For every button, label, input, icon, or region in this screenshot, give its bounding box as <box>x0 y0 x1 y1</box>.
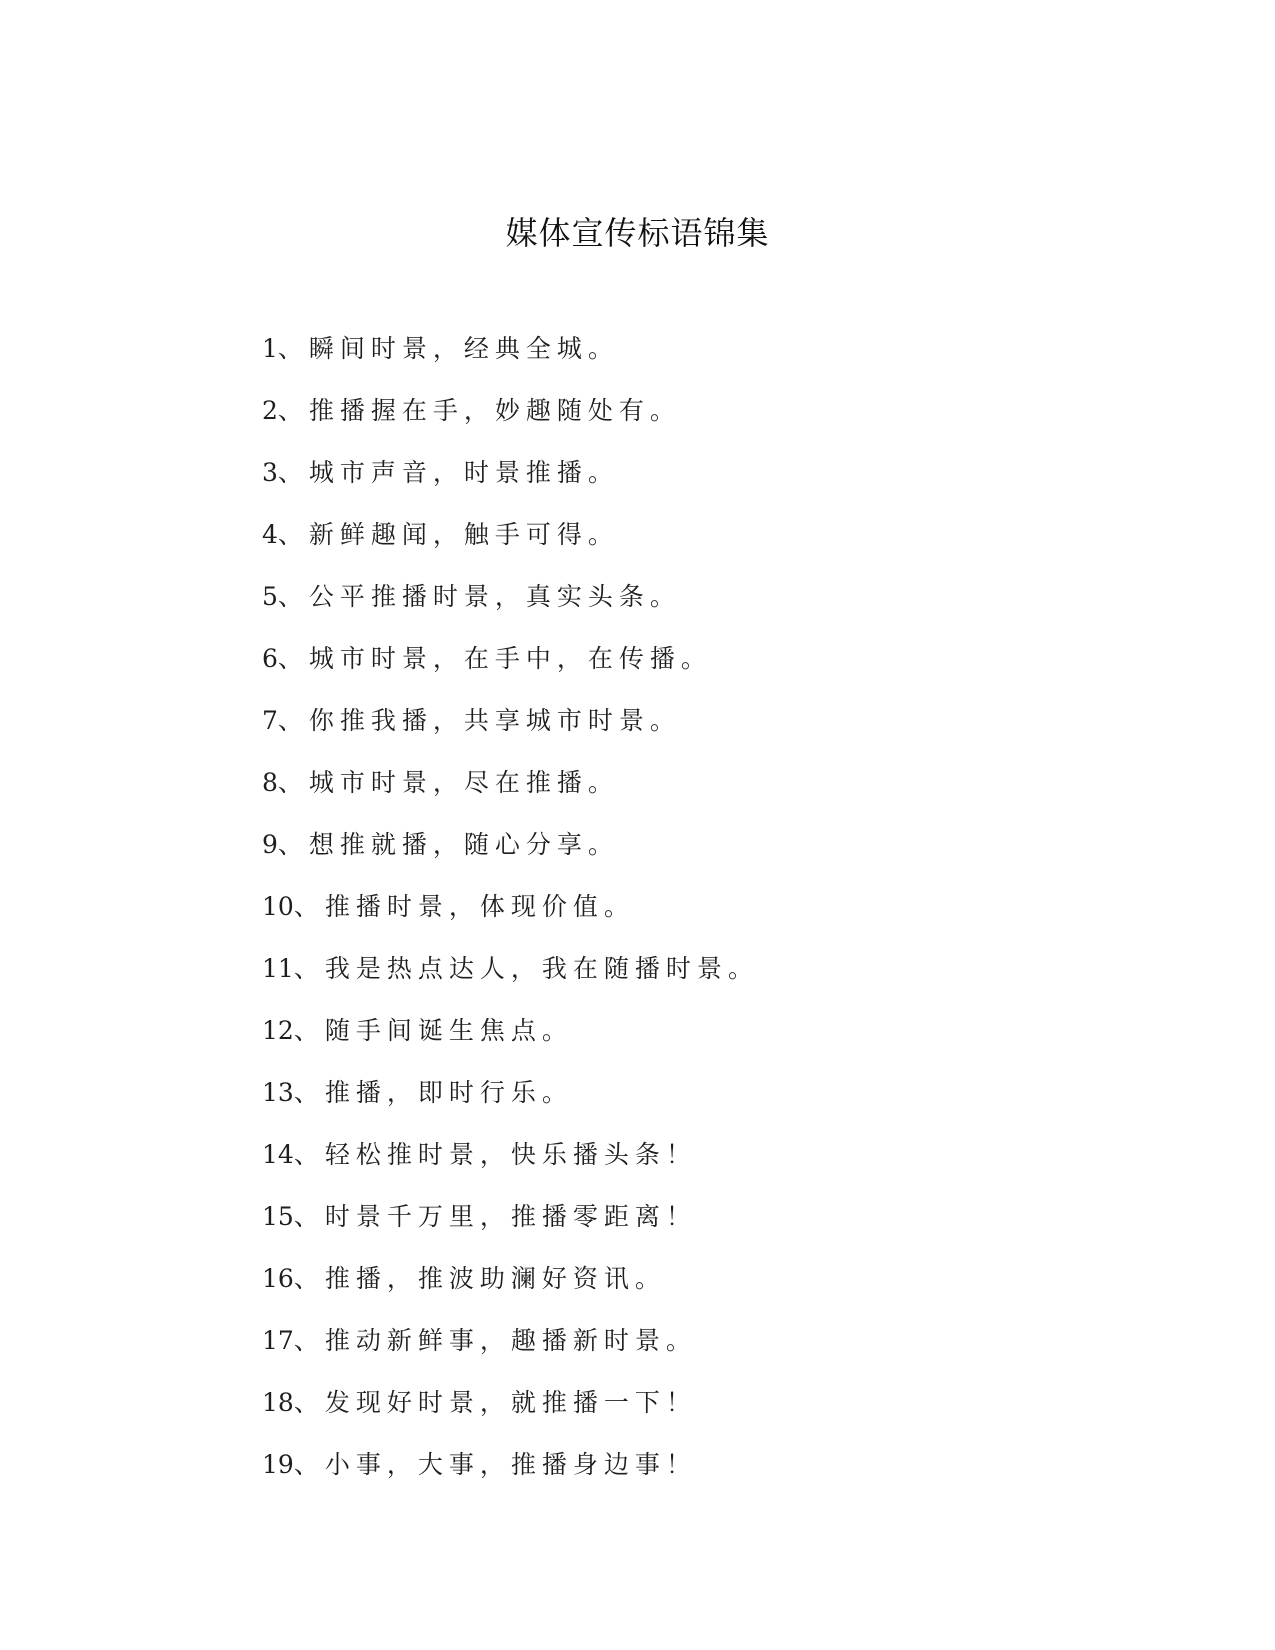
item-number: 1 <box>262 334 278 363</box>
list-item <box>262 578 759 616</box>
item-text: 、你推我播，共享城市时景。 <box>277 706 681 735</box>
item-number: 12 <box>262 1016 294 1045</box>
list-item <box>262 1446 759 1484</box>
slogan-list <box>262 330 759 1508</box>
item-text: 、时景千万里，推播零距离！ <box>293 1202 697 1231</box>
list-item <box>262 330 759 368</box>
item-number: 15 <box>262 1202 294 1231</box>
item-number: 17 <box>262 1326 294 1355</box>
item-text: 、推播握在手，妙趣随处有。 <box>277 396 681 425</box>
item-number: 3 <box>262 458 278 487</box>
list-item <box>262 1260 759 1298</box>
item-text: 、发现好时景，就推播一下！ <box>293 1388 697 1417</box>
item-number: 14 <box>262 1140 294 1169</box>
item-number: 19 <box>262 1450 294 1479</box>
item-text: 、新鲜趣闻，触手可得。 <box>277 520 619 549</box>
item-text: 、小事，大事，推播身边事！ <box>293 1450 697 1479</box>
list-item <box>262 826 759 864</box>
item-text: 、随手间诞生焦点。 <box>293 1016 573 1045</box>
list-item <box>262 950 759 988</box>
item-number: 13 <box>262 1078 294 1107</box>
item-number: 10 <box>262 892 294 921</box>
item-number: 9 <box>262 830 278 859</box>
item-text: 、瞬间时景，经典全城。 <box>277 334 619 363</box>
list-item <box>262 1074 759 1112</box>
item-number: 18 <box>262 1388 294 1417</box>
item-text: 、城市时景，在手中，在传播。 <box>277 644 712 673</box>
document-title: 媒体宣传标语锦集 <box>505 214 770 252</box>
list-item <box>262 640 759 678</box>
item-number: 11 <box>262 954 294 983</box>
list-item <box>262 702 759 740</box>
list-item <box>262 1136 759 1174</box>
list-item <box>262 392 759 430</box>
item-number: 7 <box>262 706 278 735</box>
item-text: 、城市声音，时景推播。 <box>277 458 619 487</box>
list-item <box>262 454 759 492</box>
item-number: 4 <box>262 520 278 549</box>
item-number: 6 <box>262 644 278 673</box>
item-number: 5 <box>262 582 278 611</box>
list-item <box>262 516 759 554</box>
item-text: 、想推就播，随心分享。 <box>277 830 619 859</box>
item-number: 16 <box>262 1264 294 1293</box>
item-text: 、推动新鲜事，趣播新时景。 <box>293 1326 697 1355</box>
item-text: 、推播，即时行乐。 <box>293 1078 573 1107</box>
item-number: 2 <box>262 396 278 425</box>
item-number: 8 <box>262 768 278 797</box>
list-item <box>262 888 759 926</box>
item-text: 、推播时景，体现价值。 <box>293 892 635 921</box>
item-text: 、推播，推波助澜好资讯。 <box>293 1264 666 1293</box>
list-item <box>262 764 759 802</box>
list-item <box>262 1384 759 1422</box>
list-item <box>262 1322 759 1360</box>
item-text: 、城市时景，尽在推播。 <box>277 768 619 797</box>
item-text: 、我是热点达人，我在随播时景。 <box>293 954 759 983</box>
item-text: 、轻松推时景，快乐播头条！ <box>293 1140 697 1169</box>
list-item <box>262 1198 759 1236</box>
item-text: 、公平推播时景，真实头条。 <box>277 582 681 611</box>
list-item <box>262 1012 759 1050</box>
